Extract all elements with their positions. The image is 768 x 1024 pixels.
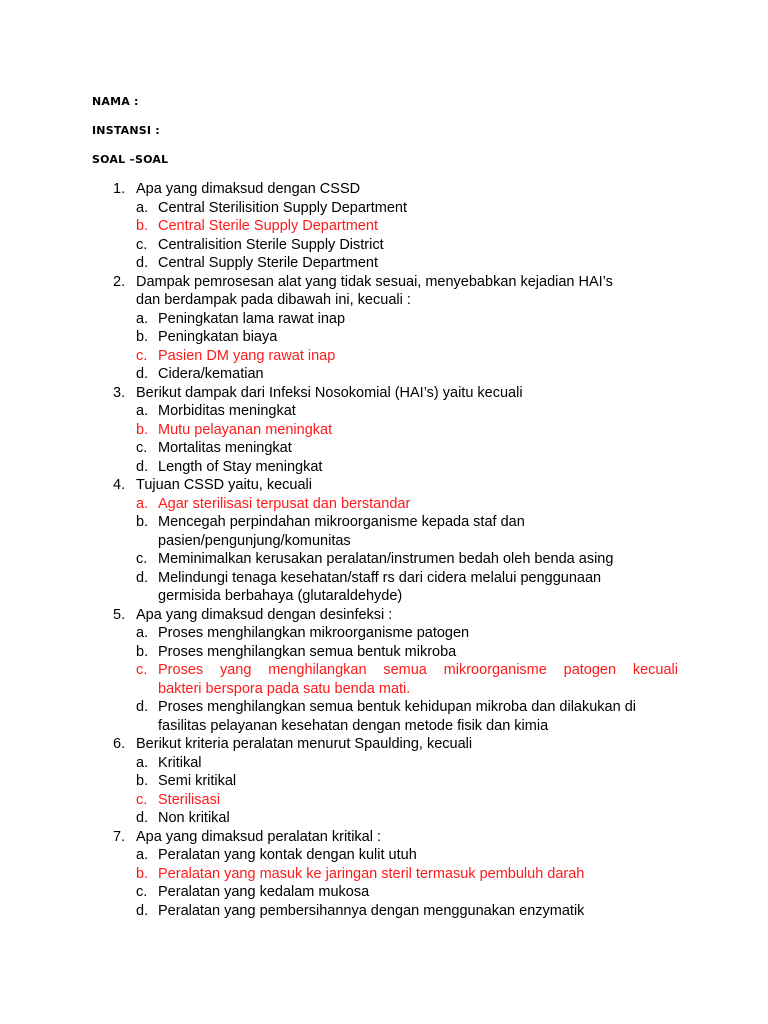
question-text: Apa yang dimaksud dengan CSSD (136, 181, 361, 197)
option-text: fasilitas pelayanan kesehatan dengan metode fisik dan kimia (158, 717, 549, 734)
question-row (0, 476, 768, 495)
question-row (0, 384, 768, 403)
option-text: Agar sterilisasi terpusat dan berstandar (158, 495, 411, 512)
option-letter: a. (136, 625, 149, 641)
option-row (0, 791, 768, 810)
option-letter: b. (136, 514, 149, 530)
option-row (0, 199, 768, 218)
question-row (0, 828, 768, 847)
question-text: Dampak pemrosesan alat yang tidak sesuai, menyebabkan kejadian HAI’s (136, 273, 613, 290)
option-text: Length of Stay meningkat (158, 458, 323, 475)
option-text: Meminimalkan kerusakan peralatan/instrumen bedah oleh benda asing (158, 551, 614, 567)
option-text: Proses menghilangkan semua bentuk mikroba (158, 643, 457, 660)
option-text: Proses menghilangkan mikroorganisme patogen (158, 625, 470, 641)
option-row (0, 254, 768, 273)
option-text: pasien/pengunjung/komunitas (158, 532, 351, 549)
option-row (0, 772, 768, 791)
option-row (0, 643, 768, 662)
option-text: Peralatan yang kontak dengan kulit utuh (158, 847, 417, 863)
option-text: Semi kritikal (158, 773, 237, 789)
option-row (0, 402, 768, 421)
option-text: Mortalitas meningkat (158, 440, 292, 456)
option-letter: a. (136, 847, 149, 863)
nama-label: NAMA : (92, 95, 139, 108)
option-letter: c. (136, 791, 148, 808)
option-continuation (0, 532, 768, 551)
option-text: Peningkatan lama rawat inap (158, 310, 346, 327)
option-letter: d. (136, 458, 149, 475)
question-number: 5. (113, 606, 126, 623)
option-row (0, 328, 768, 347)
option-row (0, 236, 768, 255)
option-text: Mencegah perpindahan mikroorganisme kepada staf dan (158, 514, 525, 530)
option-text: Sterilisasi (158, 791, 221, 808)
option-letter: c. (136, 236, 148, 253)
option-letter: d. (136, 810, 149, 826)
question-continuation (0, 291, 768, 310)
option-letter: b. (136, 421, 149, 438)
option-text: germisida berbahaya (glutaraldehyde) (158, 588, 403, 604)
option-text: Mutu pelayanan meningkat (158, 421, 333, 438)
option-text: Central Supply Sterile Department (158, 255, 379, 271)
question-text: Berikut dampak dari Infeksi Nosokomial (HAI’s) yaitu kecuali (136, 384, 523, 401)
question-text: dan berdampak pada dibawah ini, kecuali : (136, 292, 411, 308)
question-text: Tujuan CSSD yaitu, kecuali (136, 477, 312, 493)
option-text: Non kritikal (158, 810, 230, 826)
question-number: 7. (113, 828, 126, 845)
option-letter: d. (136, 255, 149, 271)
instansi-label: INSTANSI : (92, 124, 160, 137)
option-row (0, 513, 768, 532)
option-letter: d. (136, 902, 149, 919)
option-text: Central Sterilisition Supply Department (158, 199, 408, 216)
option-letter: c. (136, 662, 148, 678)
option-row (0, 865, 768, 884)
option-continuation (0, 717, 768, 736)
option-text: Peralatan yang kedalam mukosa (158, 884, 370, 900)
option-letter: a. (136, 403, 149, 419)
question-row (0, 606, 768, 625)
option-letter: a. (136, 199, 149, 216)
option-row (0, 883, 768, 902)
question-row (0, 735, 768, 754)
option-row (0, 661, 768, 680)
option-row (0, 902, 768, 921)
option-letter: c. (136, 347, 148, 364)
option-letter: b. (136, 218, 149, 234)
option-text: Proses yang menghilangkan semua mikroorganisme patogen kecuali (158, 662, 678, 678)
option-letter: c. (136, 884, 148, 900)
option-letter: b. (136, 643, 149, 660)
option-text: Morbiditas meningkat (158, 403, 296, 419)
question-row (0, 180, 768, 199)
option-row (0, 458, 768, 477)
option-letter: b. (136, 865, 149, 882)
question-number: 1. (113, 181, 126, 197)
option-letter: d. (136, 569, 149, 586)
option-letter: a. (136, 495, 149, 512)
option-letter: d. (136, 366, 149, 382)
question-number: 4. (113, 477, 126, 493)
option-continuation (0, 680, 768, 699)
question-list (0, 180, 768, 920)
option-text: Central Sterile Supply Department (158, 218, 379, 234)
option-row (0, 846, 768, 865)
option-letter: b. (136, 773, 149, 789)
option-letter: c. (136, 551, 148, 567)
question-number: 3. (113, 384, 126, 401)
option-row (0, 310, 768, 329)
question-text: Apa yang dimaksud dengan desinfeksi : (136, 606, 393, 623)
option-text: Kritikal (158, 754, 202, 771)
option-text: Peralatan yang pembersihannya dengan menggunakan enzymatik (158, 902, 585, 919)
question-text: Apa yang dimaksud peralatan kritikal : (136, 828, 382, 845)
option-continuation (0, 587, 768, 606)
option-text: Peralatan yang masuk ke jaringan steril termasuk pembuluh darah (158, 865, 585, 882)
option-row (0, 809, 768, 828)
option-row (0, 421, 768, 440)
option-row (0, 439, 768, 458)
soal-heading: SOAL –SOAL (92, 153, 169, 166)
question-number: 2. (113, 273, 126, 290)
option-row (0, 495, 768, 514)
option-letter: b. (136, 329, 149, 345)
option-row (0, 365, 768, 384)
question-text: Berikut kriteria peralatan menurut Spaulding, kecuali (136, 736, 473, 752)
option-letter: a. (136, 310, 149, 327)
option-letter: d. (136, 699, 149, 715)
option-text: Proses menghilangkan semua bentuk kehidupan mikroba dan dilakukan di (158, 699, 636, 715)
option-text: bakteri berspora pada satu benda mati. (158, 680, 411, 697)
question-row (0, 273, 768, 292)
option-row (0, 347, 768, 366)
option-row (0, 624, 768, 643)
option-row (0, 550, 768, 569)
option-text: Pasien DM yang rawat inap (158, 347, 336, 364)
option-letter: c. (136, 440, 148, 456)
option-text: Melindungi tenaga kesehatan/staff rs dari cidera melalui penggunaan (158, 569, 602, 586)
option-row (0, 698, 768, 717)
option-row (0, 754, 768, 773)
question-number: 6. (113, 736, 126, 752)
option-row (0, 569, 768, 588)
option-letter: a. (136, 754, 149, 771)
option-text: Centralisition Sterile Supply District (158, 236, 384, 253)
option-text: Peningkatan biaya (158, 329, 278, 345)
option-row (0, 217, 768, 236)
option-text: Cidera/kematian (158, 366, 264, 382)
